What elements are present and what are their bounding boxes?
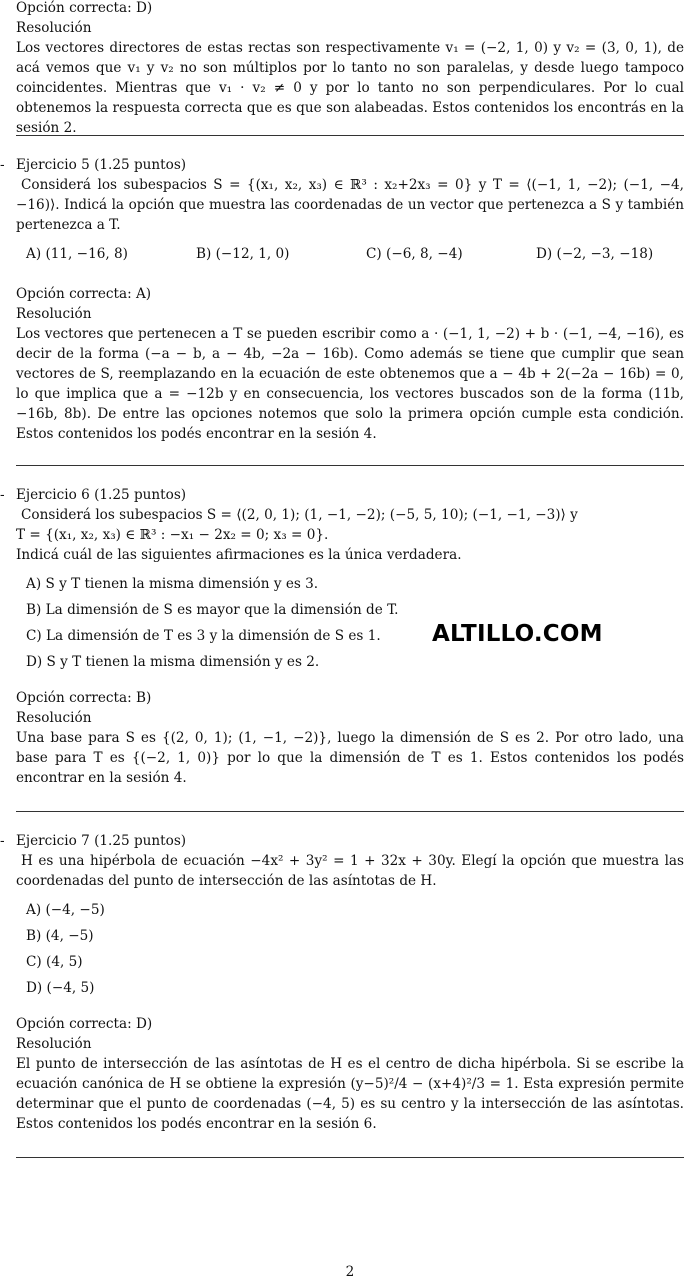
option-d: D) (−2, −3, −18) <box>536 246 654 262</box>
option-c: C) (−6, 8, −4) <box>366 246 463 262</box>
exercise-statement: Considerá los subespacios S = {(x₁, x₂, x₃) ∈ ℝ³ : x₂+2x₃ = 0} y T = ⟨(−1, 1, −2); (−1, −4, −16)⟩. Indicá la opción que muestra las coordenadas de un vector que pertenezca a S y también pertenezca a T. <box>16 177 684 233</box>
resolution-text: Los vectores directores de estas rectas son respectivamente v₁ = (−2, 1, 0) y v₂ = (3, 0, 1), de acá vemos que v₁ y v₂ no son múltiplos por lo tanto no son paralelas, y desde luego tampoco coincidentes. Mientras que v₁ · v₂ ≠ 0 y por lo tanto no son perpendiculares. Por lo cual obtenemos la respuesta correcta que es que son alabeadas. Estos contenidos los encontrás en la sesión 2. <box>16 40 684 136</box>
divider <box>16 465 684 466</box>
watermark-logo: ALTILLO.COM <box>432 621 603 647</box>
exercise-4-answer-block <box>16 0 684 138</box>
option-b: B) (−12, 1, 0) <box>196 246 290 262</box>
divider <box>16 135 684 136</box>
exercise-7 <box>0 831 684 1134</box>
resolution-title: Resolución <box>16 20 92 36</box>
option-d: D) (−4, 5) <box>26 980 95 996</box>
page-number: 2 <box>345 1264 355 1280</box>
exercise-statement: Indicá cuál de las siguientes afirmaciones es la única verdadera. <box>16 547 462 563</box>
option-a: A) S y T tienen la misma dimensión y es 3. <box>26 576 319 592</box>
exercise-title: Ejercicio 7 (1.25 puntos) <box>16 833 187 849</box>
bullet-dash: - <box>0 157 5 173</box>
exercise-title: Ejercicio 6 (1.25 puntos) <box>16 487 187 503</box>
option-c: C) (4, 5) <box>26 954 83 970</box>
option-b: B) (4, −5) <box>26 928 94 944</box>
bullet-dash: - <box>0 487 5 503</box>
exercise-statement: Considerá los subespacios S = ⟨(2, 0, 1); (1, −1, −2); (−5, 5, 10); (−1, −1, −3)⟩ y <box>21 507 578 523</box>
options-row <box>16 244 684 264</box>
answer-line: Opción correcta: D) <box>16 1016 153 1032</box>
resolution-text: Los vectores que pertenecen a T se pueden escribir como a · (−1, 1, −2) + b · (−1, −4, −16), es decir de la forma (−a − b, a − 4b, −2a − 16b). Como además se tiene que cumplir que sean vectores de S, reemplazando en la ecuación de este obtenemos que a − 4b + 2(−2a − 16b) = 0, lo que implica que a = −12b y en consecuencia, los vectores buscados son de la forma (11b, −16b, 8b). De entre las opciones notemos que solo la primera opción cumple esta condición. Estos contenidos los podés encontrar en la sesión 4. <box>16 326 684 442</box>
bullet-dash: - <box>0 833 5 849</box>
answer-line: Opción correcta: B) <box>16 690 152 706</box>
resolution-text: Una base para S es {(2, 0, 1); (1, −1, −2)}, luego la dimensión de S es 2. Por otro lado, una base para T es {(−2, 1, 0)} por lo que la dimensión de T es 1. Estos contenidos los podés encontrar en la sesión 4. <box>16 730 684 786</box>
resolution-title: Resolución <box>16 1036 92 1052</box>
exercise-title: Ejercicio 5 (1.25 puntos) <box>16 157 187 173</box>
divider <box>16 1157 684 1158</box>
resolution-text: El punto de intersección de las asíntotas de H es el centro de dicha hipérbola. Si se escribe la ecuación canónica de H se obtiene la expresión (y−5)²/4 − (x+4)²/3 = 1. Esta expresión permite determinar que el punto de coordenadas (−4, 5) es su centro y la intersección de las asíntotas. Estos contenidos los podés encontrar en la sesión 6. <box>16 1056 684 1132</box>
option-a: A) (11, −16, 8) <box>26 246 128 262</box>
exercise-statement: H es una hipérbola de ecuación −4x² + 3y² = 1 + 32x + 30y. Elegí la opción que muestra las coordenadas del punto de intersección de las asíntotas de H. <box>16 853 684 889</box>
resolution-title: Resolución <box>16 710 92 726</box>
exercise-statement: T = {(x₁, x₂, x₃) ∈ ℝ³ : −x₁ − 2x₂ = 0; x₃ = 0}. <box>16 527 329 543</box>
option-c: C) La dimensión de T es 3 y la dimensión de S es 1. <box>26 628 381 644</box>
option-d: D) S y T tienen la misma dimensión y es 2. <box>26 654 320 670</box>
exercise-5 <box>0 155 684 444</box>
answer-line: Opción correcta: A) <box>16 286 152 302</box>
option-a: A) (−4, −5) <box>26 902 105 918</box>
option-b: B) La dimensión de S es mayor que la dimensión de T. <box>26 602 399 618</box>
answer-line: Opción correcta: D) <box>16 0 153 16</box>
options-list <box>16 900 684 998</box>
divider <box>16 811 684 812</box>
resolution-title: Resolución <box>16 306 92 322</box>
